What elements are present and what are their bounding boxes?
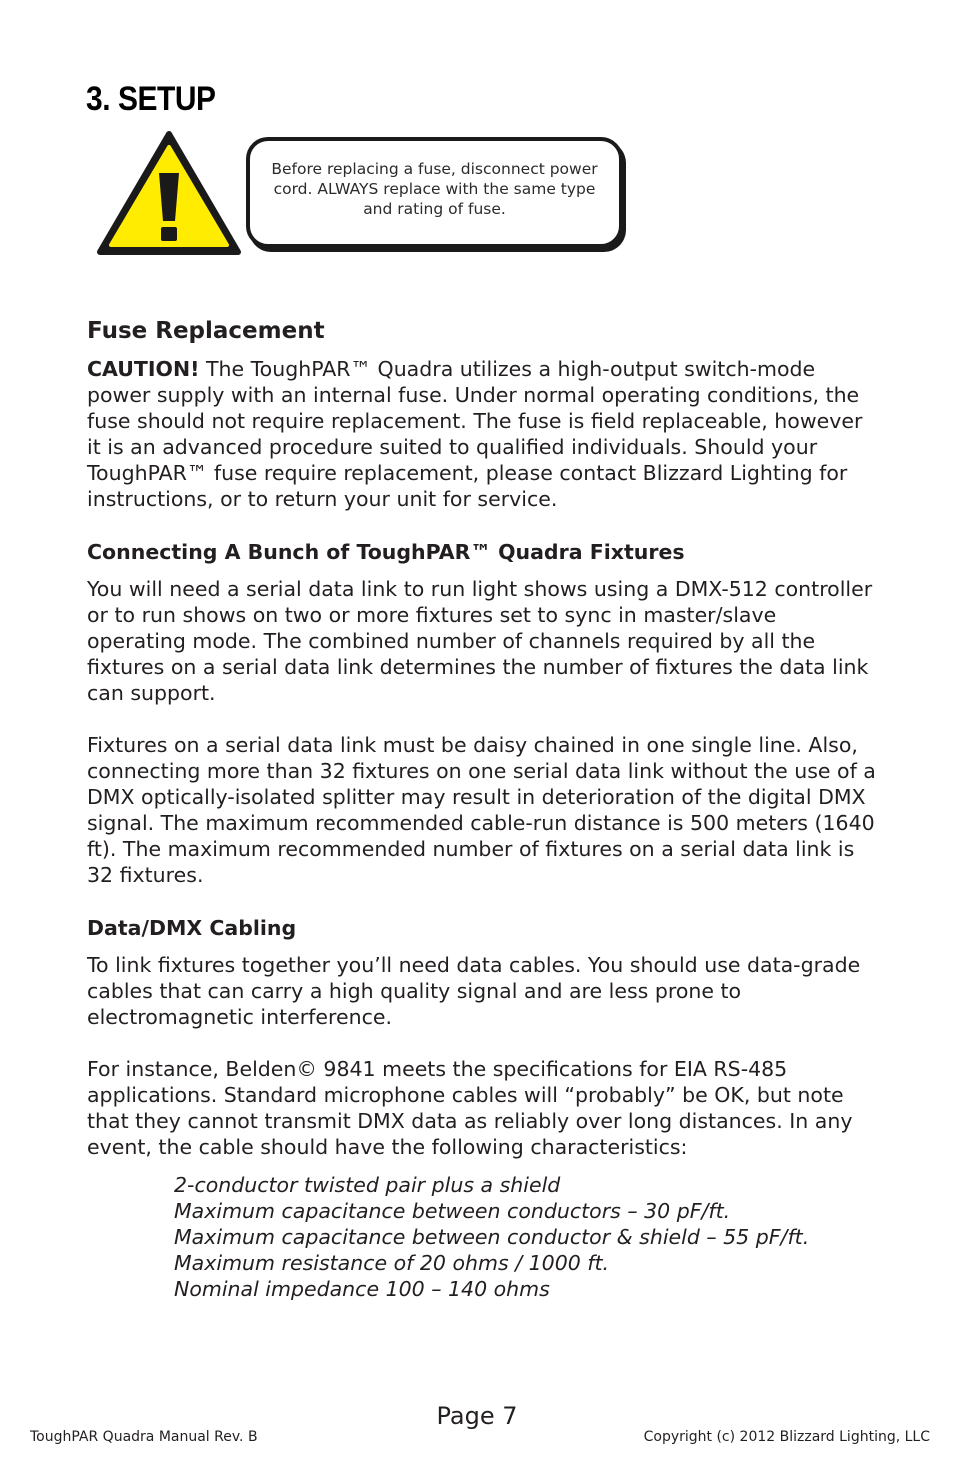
- list-item: Nominal impedance 100 – 140 ohms: [174, 1277, 550, 1301]
- manual-content: [87, 316, 877, 1302]
- list-item: Maximum resistance of 20 ohms / 1000 ft.: [174, 1251, 610, 1275]
- fuse-replacement-paragraph: [87, 356, 877, 512]
- dmx-cabling-heading: Data/DMX Cabling: [87, 916, 297, 940]
- caution-label: CAUTION!: [87, 357, 200, 381]
- warning-callout: [246, 137, 623, 248]
- fuse-replacement-body: The ToughPAR™ Quadra utilizes a high-output switch-mode power supply with an internal fuse. Under normal operating conditions, the fuse should not require replacement. The fuse is field replaceable, however it is an advanced procedure suited to qualified individuals. Should your ToughPAR™ fuse require replacement, please contact Blizzard Lighting for instructions, or to return your unit for service.: [87, 357, 863, 511]
- fuse-replacement-heading: Fuse Replacement: [87, 318, 325, 344]
- list-item: Maximum capacitance between conductor & shield – 55 pF/ft.: [174, 1225, 810, 1249]
- warning-text: Before replacing a fuse, disconnect power cord. ALWAYS replace with the same type and rating of fuse.: [271, 159, 598, 218]
- page-number: Page 7: [436, 1402, 518, 1430]
- cable-spec-list: [174, 1172, 877, 1302]
- cabling-paragraph-1: To link fixtures together you’ll need data cables. You should use data-grade cables that can carry a high quality signal and are less prone to electromagnetic interference.: [87, 953, 861, 1029]
- connecting-paragraph-1: You will need a serial data link to run light shows using a DMX-512 controller or to run shows on two or more fixtures set to sync in master/slave operating mode. The combined number of channels required by all the fixtures on a serial data link determines the number of fixtures the data link can support.: [87, 577, 873, 705]
- list-item: 2-conductor twisted pair plus a shield: [174, 1173, 561, 1197]
- list-item: Maximum capacitance between conductors – 30 pF/ft.: [174, 1199, 731, 1223]
- connecting-paragraph-2: Fixtures on a serial data link must be daisy chained in one single line. Also, connecting more than 32 fixtures on one serial data link without the use of a DMX optically-isolated splitter may result in deterioration of the digital DMX signal. The maximum recommended cable-run distance is 500 meters (1640 ft). The maximum recommended number of fixtures on a serial data link is 32 fixtures.: [87, 733, 876, 887]
- page-title: 3. SETUP: [86, 80, 216, 118]
- connecting-fixtures-heading: Connecting A Bunch of ToughPAR™ Quadra Fixtures: [87, 540, 685, 564]
- footer-manual-revision: ToughPAR Quadra Manual Rev. B: [30, 1429, 258, 1445]
- footer-copyright: Copyright (c) 2012 Blizzard Lighting, LLC: [643, 1429, 930, 1445]
- cabling-paragraph-2: For instance, Belden© 9841 meets the specifications for EIA RS-485 applications. Standard microphone cables will “probably” be OK, but note that they cannot transmit DMX data as reliably over long distances. In any event, the cable should have the following characteristics:: [87, 1057, 853, 1159]
- warning-triangle-icon: [96, 130, 242, 258]
